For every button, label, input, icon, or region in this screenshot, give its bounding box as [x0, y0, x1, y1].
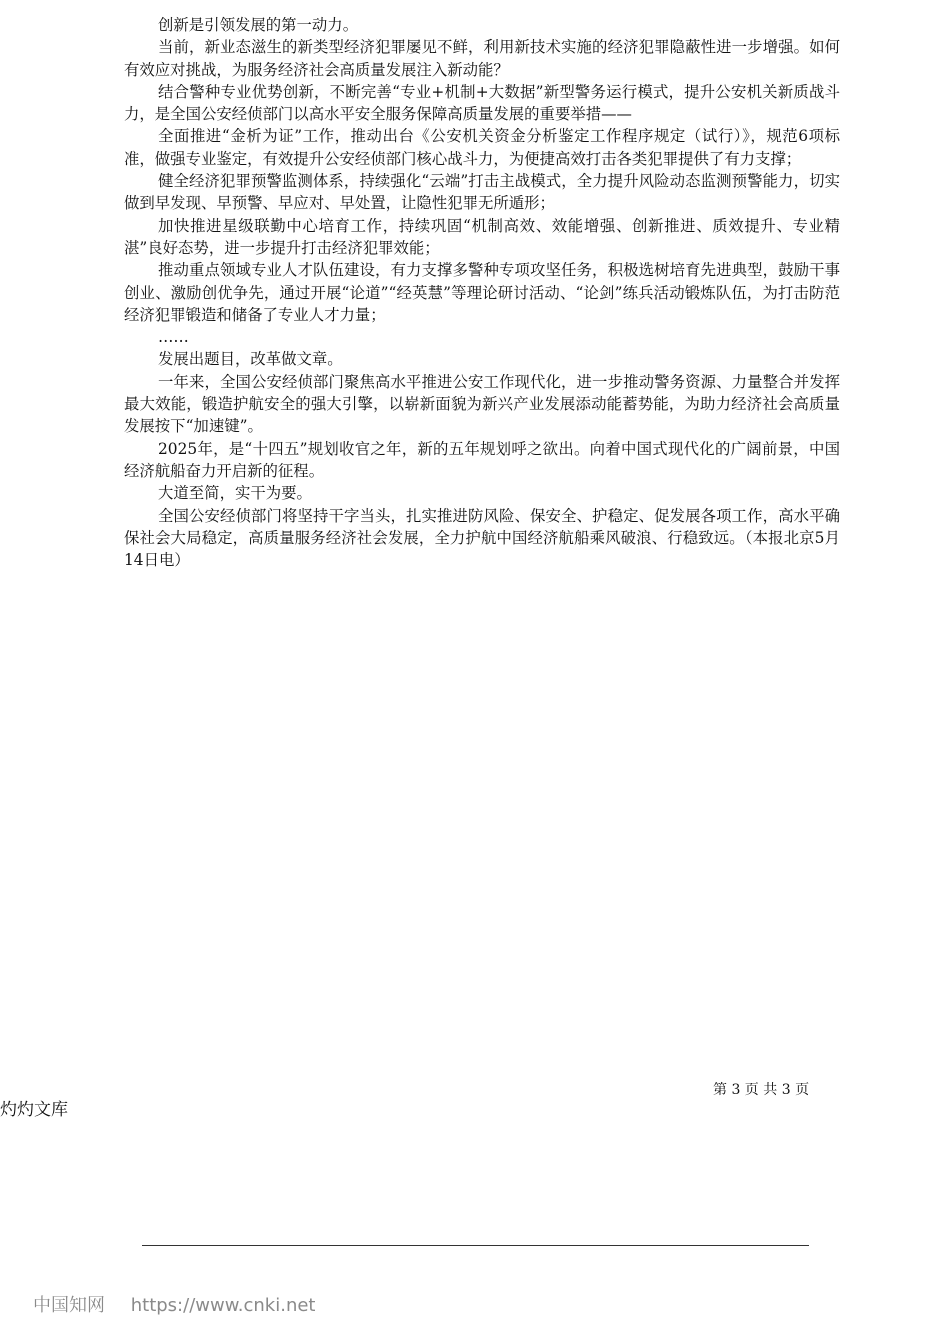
article-paragraph: 结合警种专业优势创新，不断完善“专业+机制+大数据”新型警务运行模式，提升公安机关新质战斗力，是全国公安经侦部门以高水平安全服务保障高质量发展的重要举措——	[124, 82, 840, 124]
library-watermark: 灼灼文库	[0, 1100, 68, 1120]
page-number: 第 3 页 共 3 页	[713, 1082, 810, 1098]
article-paragraph: 全面推进“金析为证”工作，推动出台《公安机关资金分析鉴定工作程序规定（试行）》，规范6项标准，做强专业鉴定，有效提升公安经侦部门核心战斗力，为便捷高效打击各类犯罪提供了有力支撑；	[124, 127, 840, 168]
site-url-link[interactable]: https://www.cnki.net	[130, 1295, 316, 1316]
article-paragraph: 推动重点领域专业人才队伍建设，有力支撑多警种专项攻坚任务，积极选树培育先进典型，鼓励干事创业、激励创优争先，通过开展“论道”“经英慧”等理论研讨活动、“论剑”练兵活动锻炼队伍，为打击防范经济犯罪锻造和储备了专业人才力量；	[124, 261, 840, 324]
article-paragraph: 当前，新业态滋生的新类型经济犯罪屡见不鲜，利用新技术实施的经济犯罪隐蔽性进一步增强。如何有效应对挑战，为服务经济社会高质量发展注入新动能？	[124, 38, 840, 79]
article-paragraph: 大道至简，实干为要。	[158, 484, 312, 503]
article-paragraph: 全国公安经侦部门将坚持干字当头，扎实推进防风险、保安全、护稳定、促发展各项工作，高水平确保社会大局稳定，高质量服务经济社会发展，全力护航中国经济航船乘风破浪、行稳致远。（本报北京5月14日电）	[124, 506, 840, 570]
site-name: 中国知网	[33, 1295, 105, 1316]
article-paragraph: 一年来，全国公安经侦部门聚焦高水平推进公安工作现代化，进一步推动警务资源、力量整合并发挥最大效能，锻造护航安全的强大引擎，以崭新面貌为新兴产业发展添动能蓄势能，为助力经济社会高质量发展按下“加速键”。	[124, 372, 840, 436]
article-paragraph: 健全经济犯罪预警监测体系，持续强化“云端”打击主战模式，全力提升风险动态监测预警能力，切实做到早发现、早预警、早应对、早处置，让隐性犯罪无所遁形；	[124, 172, 840, 213]
article-paragraph: 创新是引领发展的第一动力。	[158, 16, 359, 34]
footer-divider	[142, 1245, 809, 1246]
footer-brand	[33, 1294, 315, 1318]
article-paragraph: 2025年，是“十四五”规划收官之年，新的五年规划呼之欲出。向着中国式现代化的广阔前景，中国经济航船奋力开启新的征程。	[124, 439, 840, 480]
article-paragraph: 发展出题目，改革做文章。	[158, 350, 343, 369]
article-paragraph: 加快推进星级联勤中心培育工作，持续巩固“机制高效、效能增强、创新推进、质效提升、专业精湛”良好态势，进一步提升打击经济犯罪效能；	[124, 216, 840, 257]
article-body	[124, 14, 840, 571]
article-ellipsis: ……	[158, 328, 189, 347]
